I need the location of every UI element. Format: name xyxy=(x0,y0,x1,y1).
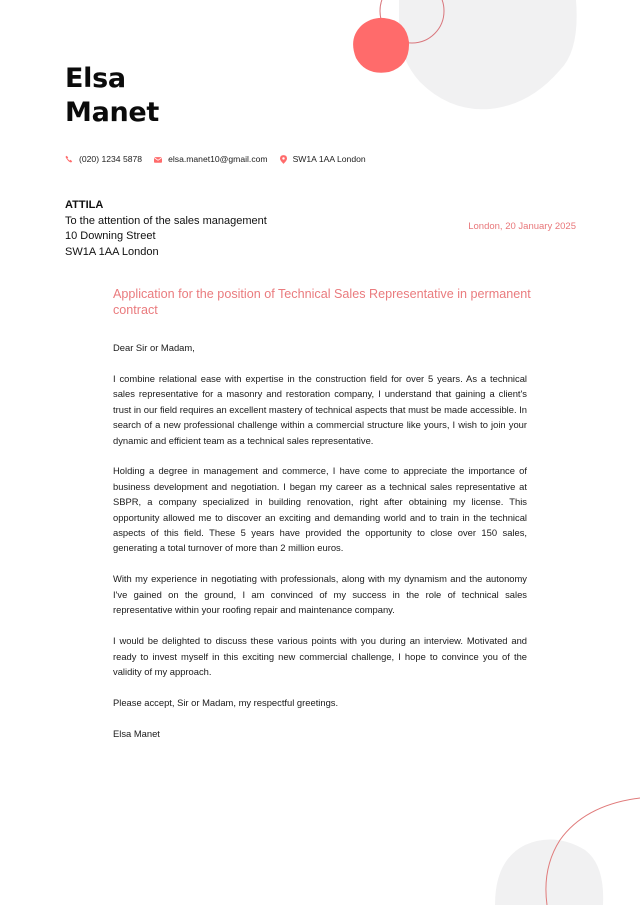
paragraph: I would be delighted to discuss these various points with you during an interview. Motivated and ready to invest myself in this exciting new commercial challenge, I hope to convince you of the validity of my approach. xyxy=(113,635,527,677)
email-address[interactable]: elsa.manet10@gmail.com xyxy=(168,154,268,164)
contact-bar xyxy=(65,154,378,164)
outline-arc-bottom xyxy=(546,798,640,905)
paragraph: Holding a degree in management and commerce, I have come to appreciate the importance of business development and negotiation. I began my career as a technical sales representative at SBPR, a company specialized in building renovation, right after obtaining my license. This opportunity allowed me to discover an exciting and demanding world and to train in the technical aspects of this field. These 5 years have provided the opportunity to close over 150 sales, generating a total turnover of more than 2 million euros. xyxy=(113,465,527,554)
paragraph: I combine relational ease with expertise in the construction field for over 5 years. As a technical sales representative for a masonry and restoration company, I understand that gaining a client's trust in our field requires an excellent mastery of technical aspects that must be made accessible. In search of a new professional challenge within a commercial structure like yours, I wish to join your dynamic and efficient team as a technical sales representative. xyxy=(113,372,527,446)
recipient-city: SW1A 1AA London xyxy=(65,245,159,258)
letter-date: London, 20 January 2025 xyxy=(468,221,576,232)
recipient-street: 10 Downing Street xyxy=(65,230,156,243)
contact-email xyxy=(154,154,267,164)
gray-blob-bottom xyxy=(495,840,603,905)
sender-first-name: Elsa xyxy=(65,63,126,94)
closing: Please accept, Sir or Madam, my respectful greetings. xyxy=(113,696,339,708)
recipient-attention: To the attention of the sales management xyxy=(65,214,267,227)
location-pin-icon xyxy=(280,155,287,164)
gray-blob-top xyxy=(399,0,577,109)
address-text: SW1A 1AA London xyxy=(292,154,366,164)
paragraph: With my experience in negotiating with professionals, along with my dynamism and the autonomy I've gained on the ground, I am convinced of my success in the role of technical sales representative within your roofing repair and maintenance company. xyxy=(113,573,527,616)
signature: Elsa Manet xyxy=(113,727,160,739)
recipient-block xyxy=(65,198,267,260)
letter-subject: Application for the position of Technical Sales Representative in permanent contract xyxy=(113,287,531,317)
sender-name xyxy=(65,62,159,130)
contact-address xyxy=(280,154,366,164)
outline-circle-top xyxy=(380,0,444,43)
recipient-company: ATTILA xyxy=(65,199,104,211)
envelope-icon xyxy=(154,156,162,163)
phone-icon xyxy=(65,155,73,163)
sender-last-name: Manet xyxy=(65,97,160,128)
letter-body xyxy=(113,340,527,757)
salutation: Dear Sir or Madam, xyxy=(113,342,195,353)
phone-number: (020) 1234 5878 xyxy=(79,154,143,164)
decorative-shapes-bottom xyxy=(480,780,640,905)
contact-phone xyxy=(65,154,142,164)
red-blob-top xyxy=(353,18,409,73)
